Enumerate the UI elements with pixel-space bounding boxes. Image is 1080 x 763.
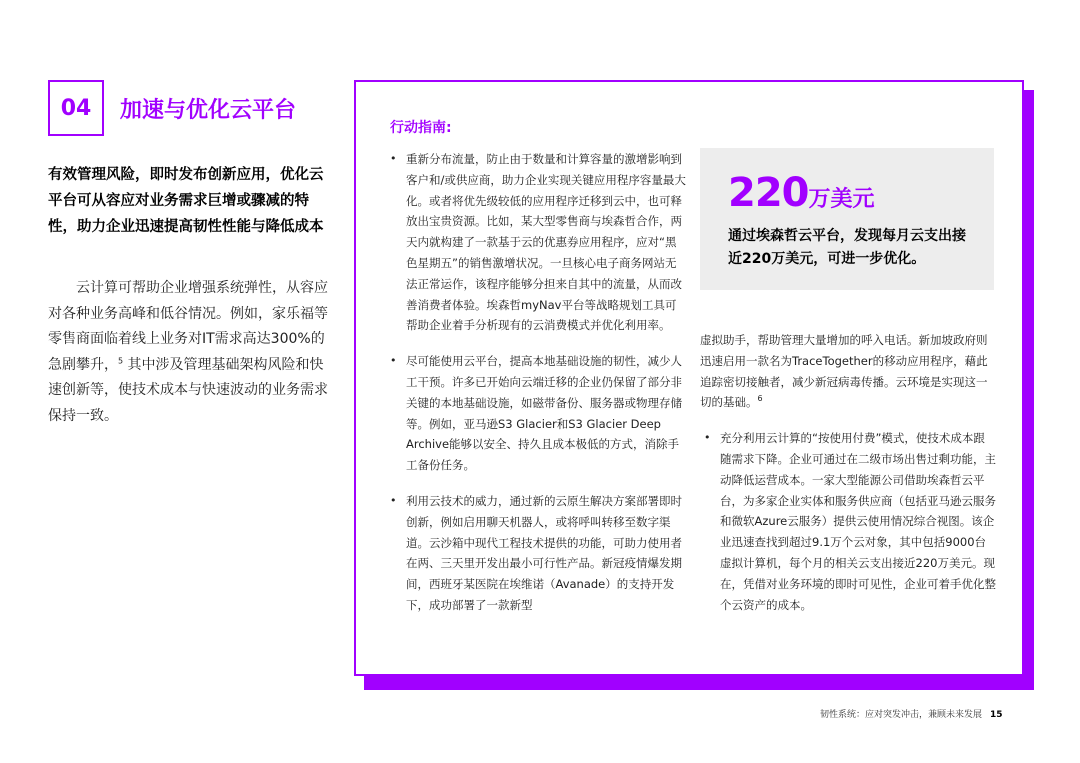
bullet-text: 充分利用云计算的“按使用付费”模式，使技术成本跟随需求下降。企业可通过在二级市场出售过剩功能，主动降低运营成本。一家大型能源公司借助埃森哲云平台，为多家企业实体和服务供应商（包括亚马逊云服务和微软Azure云服务）提供云使用情况综合视图。该企业迅速查找到超过9.1万个云对象，其中包括9000台虚拟计算机，每个月的相关云支出接近220万美元。现在，凭借对业务环境的即时可见性，企业可着手优化整个云资产的成本。	[720, 431, 996, 612]
guide-right-column	[700, 330, 996, 630]
guide-title: 行动指南:	[390, 120, 452, 136]
footnote-ref: 5	[118, 355, 124, 365]
bullet-text: 重新分布流量，防止由于数量和计算容量的激增影响到客户和/或供应商，助力企业实现关键应用程序容量最大化。或者将优先级较低的应用程序迁移到云中，也可释放出宝贵资源。比如，某大型零售商与埃森哲合作，两天内就构建了一款基于云的优惠券应用程序，应对“黑色星期五”的销售激增状况。一旦核心电子商务网站无法正常运作，该程序能够分担来自其中的流量，从而改善消费者体验。埃森哲myNav平台等战略规划工具可帮助企业着手分析现有的云消费模式并优化利用率。	[406, 152, 686, 333]
continuation-body: 虚拟助手，帮助管理大量增加的呼入电话。新加坡政府则迅速启用一款名为TraceTogether的移动应用程序，藉此追踪密切接触者，减少新冠病毒传播。云环境是实现这一切的基础。	[700, 333, 988, 410]
page-number: 15	[990, 710, 1003, 720]
footnote-ref: 6	[757, 394, 763, 404]
guide-bullet	[386, 491, 686, 616]
stat-description: 通过埃森哲云平台，发现每月云支出接近220万美元，可进一步优化。	[728, 228, 966, 267]
body-paragraph	[48, 276, 332, 429]
guide-left-column	[386, 149, 686, 631]
section-number: 04	[60, 95, 92, 121]
bullet-dot: •	[704, 431, 711, 445]
continuation-text	[700, 330, 996, 413]
page-footer	[820, 707, 1003, 720]
section-number-box	[48, 80, 104, 136]
bullet-dot: •	[390, 152, 397, 165]
bullet-dot: •	[390, 493, 397, 507]
bullet-text: 尽可能使用云平台，提高本地基础设施的韧性，减少人工干预。许多已开始向云端迁移的企业仍保留了部分非关键的本地基础设施，如磁带备份、服务器或物理存储等。例如，亚马逊S3 Glacier和S3 Glacier Deep Archive能够以安全、持久且成本极低的方式，消除手工备份任务。	[406, 354, 682, 473]
section-title: 加速与优化云平台	[120, 98, 297, 123]
footer-text: 韧性系统：应对突发冲击，兼顾未来发展	[820, 710, 983, 720]
bullet-text: 利用云技术的威力，通过新的云原生解决方案部署即时创新，例如启用聊天机器人，或将呼叫转移至数字渠道。云沙箱中现代工程技术提供的功能，可助力使用者在两、三天里开发出最小可行性产品。新冠疫情爆发期间，西班牙某医院在埃维诺（Avanade）的支持开发下，成功部署了一款新型	[406, 493, 682, 612]
bullet-dot: •	[390, 354, 397, 368]
stat-value: 220	[728, 170, 809, 216]
guide-bullet	[386, 149, 686, 336]
guide-bullet	[700, 428, 996, 615]
body-text: 云计算可帮助企业增强系统弹性，从容应对各种业务高峰和低谷情况。例如，家乐福等零售商面临着线上业务对IT需求高达300%的急剧攀升，	[48, 280, 328, 373]
body-text-tail: 其中涉及管理基础架构风险和快速创新等，使技术成本与快速波动的业务需求保持一致。	[48, 356, 328, 424]
stat-unit: 万美元	[808, 187, 875, 212]
guide-bullet	[386, 351, 686, 476]
lead-paragraph: 有效管理风险，即时发布创新应用，优化云平台可从容应对业务需求巨增或骤减的特性，助力企业迅速提高韧性性能与降低成本	[48, 167, 324, 235]
stat-number	[728, 170, 875, 216]
